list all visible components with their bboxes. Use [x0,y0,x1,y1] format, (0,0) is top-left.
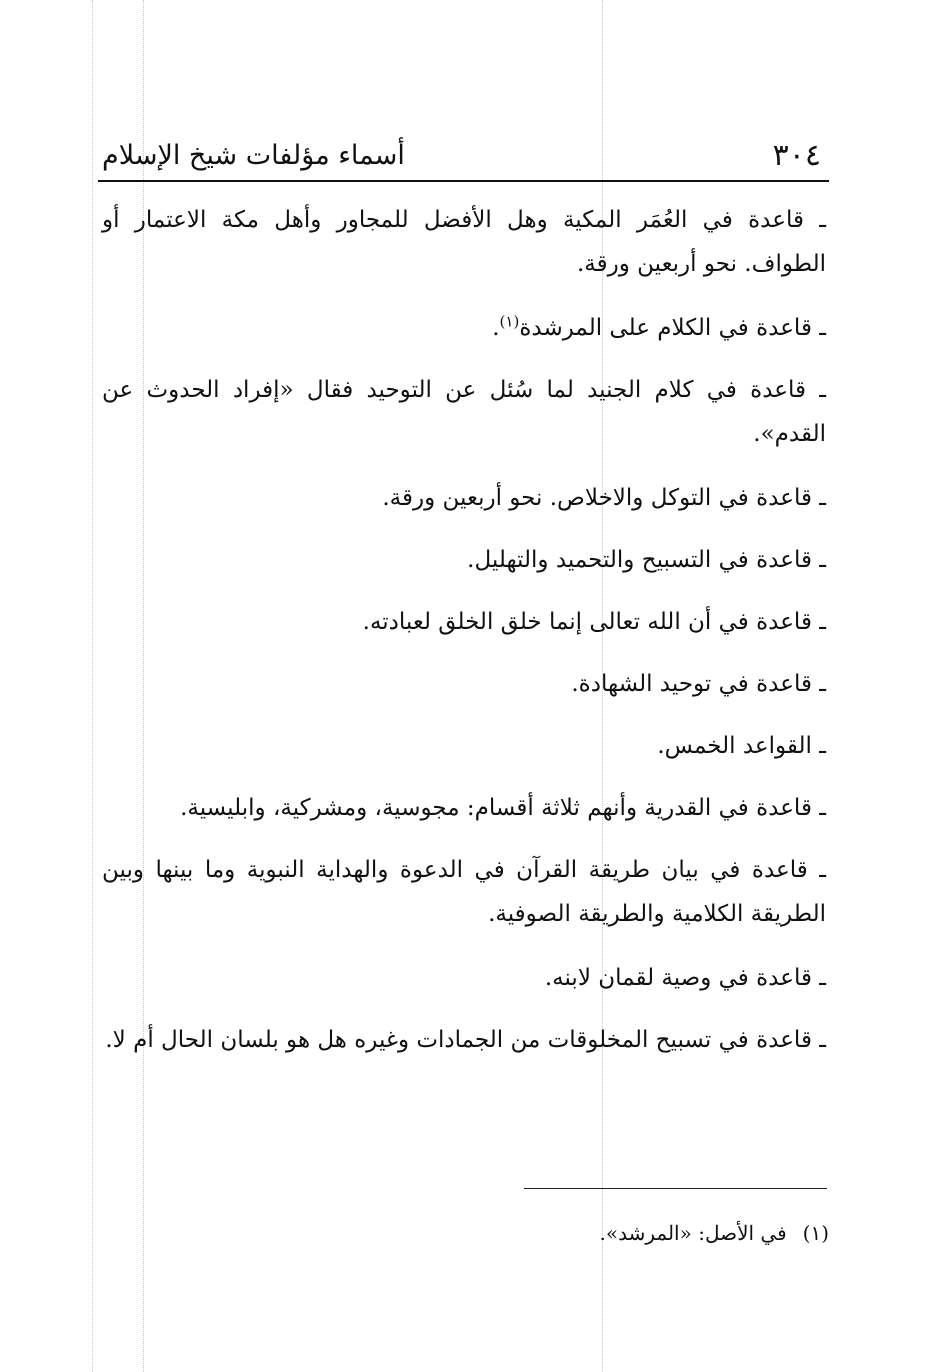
footnote-number: (١) [802,1221,829,1245]
footnote-separator [524,1188,827,1189]
book-entry: ـ قاعدة في التسبيح والتحميد والتهليل. [467,547,826,573]
book-entry: ـ قاعدة في كلام الجنيد لما سُئل عن التوحيد فقال «إفراد الحدوث عن القدم». [102,377,826,447]
book-entry: ـ قاعدة في أن الله تعالى إنما خلق الخلق لعبادته. [362,609,826,635]
entry-end-punctuation: . [492,315,500,341]
book-entry: ـ قاعدة في تسبيح المخلوقات من الجمادات وغيره هل هو بلسان الحال أم لا. [105,1027,826,1053]
book-entry: ـ قاعدة في القدرية وأنهم ثلاثة أقسام: مجوسية، ومشركية، وابليسية. [180,795,826,821]
footnote-text: في الأصل: «المرشد». [599,1221,787,1245]
book-entry [102,306,826,350]
book-entry-text: ـ قاعدة في الكلام على المرشدة [519,315,826,341]
book-entry: ـ قاعدة في العُمَر المكية وهل الأفضل للمجاور وأهل مكة الاعتمار أو الطواف. نحو أربعين ورقة. [102,207,826,277]
scan-artifact-line [92,0,93,1372]
running-title: أسماء مؤلفات شيخ الإسلام [102,140,405,171]
book-entry: ـ قاعدة في وصية لقمان لابنه. [544,965,826,991]
book-entry: ـ قاعدة في التوكل والاخلاص. نحو أربعين ورقة. [382,485,826,511]
book-entries [102,198,826,1082]
page-number: ٣٠٤ [772,138,821,173]
footnote-reference: (١) [499,312,520,331]
footnote [600,1218,829,1248]
book-entry: ـ قاعدة في توحيد الشهادة. [571,671,826,697]
book-entry: ـ القواعد الخمس. [657,733,826,759]
book-entry: ـ قاعدة في بيان طريقة القرآن في الدعوة والهداية النبوية وما بينها وبين الطريقة الكلامية والطريقة الصوفية. [102,857,826,927]
page-header [98,134,829,182]
